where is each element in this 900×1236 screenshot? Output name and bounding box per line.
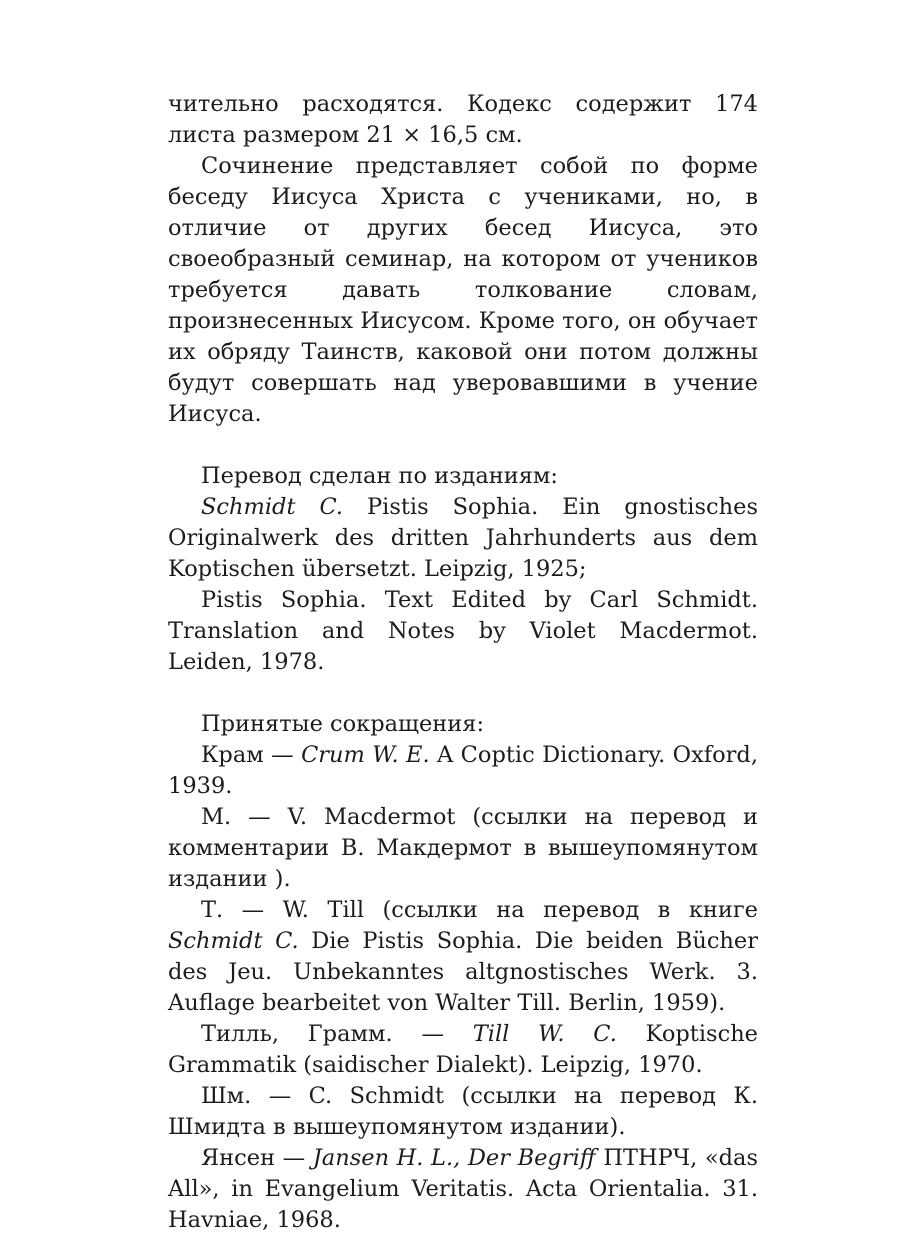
- edition-entry-schmidt: [168, 492, 758, 585]
- section-gap: [168, 430, 758, 461]
- abbreviation-entry-macdermot: М. — V. Macdermot (ссылки на перевод и комментарии В. Макдермот в вышеупомянутом издании ).: [168, 804, 758, 892]
- abbreviation-entry-till: [168, 895, 758, 1019]
- abbreviation-entry-schmidt: Шм. — C. Schmidt (ссылки на перевод К. Шмидта в вышеупомянутом издании).: [168, 1083, 758, 1140]
- edition-text: Pistis Sophia. Ein gnostisches Originalwerk des dritten Jahrhunderts aus dem Koptischen übersetzt. Leipzig, 1925;: [168, 494, 758, 582]
- abbreviation-key: Тилль, Грамм. —: [201, 1021, 473, 1047]
- abbreviation-key: Т. — W. Till (ссылки на перевод в книге: [201, 897, 758, 923]
- abbreviation-entry-jansen: [168, 1143, 758, 1236]
- edition-author: Schmidt C.: [201, 494, 344, 520]
- section-gap: [168, 678, 758, 709]
- abbreviation-text: Koptische Grammatik (saidischer Dialekt). Leipzig, 1970.: [168, 1021, 759, 1078]
- abbreviation-entry-crum: [168, 740, 758, 802]
- abbreviation-key: Янсен —: [201, 1145, 313, 1171]
- abbreviation-author: Crum W. E.: [301, 742, 430, 768]
- abbreviation-text: A Coptic Dictionary. Oxford, 1939.: [168, 742, 758, 799]
- abbreviation-author: Till W. C.: [472, 1021, 617, 1047]
- abbreviation-key: Крам —: [201, 742, 302, 768]
- intro-paragraph-description: Сочинение представляет собой по форме беседу Иисуса Христа с учениками, но, в отличие от других бесед Иисуса, это своеобразный семинар, на котором от учеников требуется давать толкование словам, произнесенных Иисусом. Кроме того, он обучает их обряду Таинств, каковой они потом должны будут совершать над уверовавшими в учение Иисуса.: [168, 153, 758, 427]
- editions-heading: Перевод сделан по изданиям:: [201, 463, 559, 489]
- abbreviation-text: Die Pistis Sophia. Die beiden Bücher des Jeu. Unbekanntes altgnostisches Werk. 3. Auflage bearbeitet von Walter Till. Berlin, 1959).: [168, 928, 758, 1016]
- intro-paragraph-continuation: чительно расходятся. Кодекс содержит 174 листа размером 21 × 16,5 см.: [168, 91, 758, 148]
- edition-entry-macdermot: Pistis Sophia. Text Edited by Carl Schmidt. Translation and Notes by Violet Macdermot. Leiden, 1978.: [168, 587, 758, 675]
- page-text: [168, 89, 758, 1236]
- abbreviations-heading: Принятые сокращения:: [201, 711, 485, 737]
- abbreviation-entry-till-grammar: [168, 1019, 758, 1081]
- abbreviation-author: Jansen H. L., Der Begriff: [312, 1145, 596, 1171]
- abbreviation-text: ПТНРЧ, «das All», in Evangelium Veritatis. Acta Orientalia. 31. Havniae, 1968.: [168, 1145, 758, 1233]
- abbreviation-author: Schmidt C.: [168, 928, 299, 954]
